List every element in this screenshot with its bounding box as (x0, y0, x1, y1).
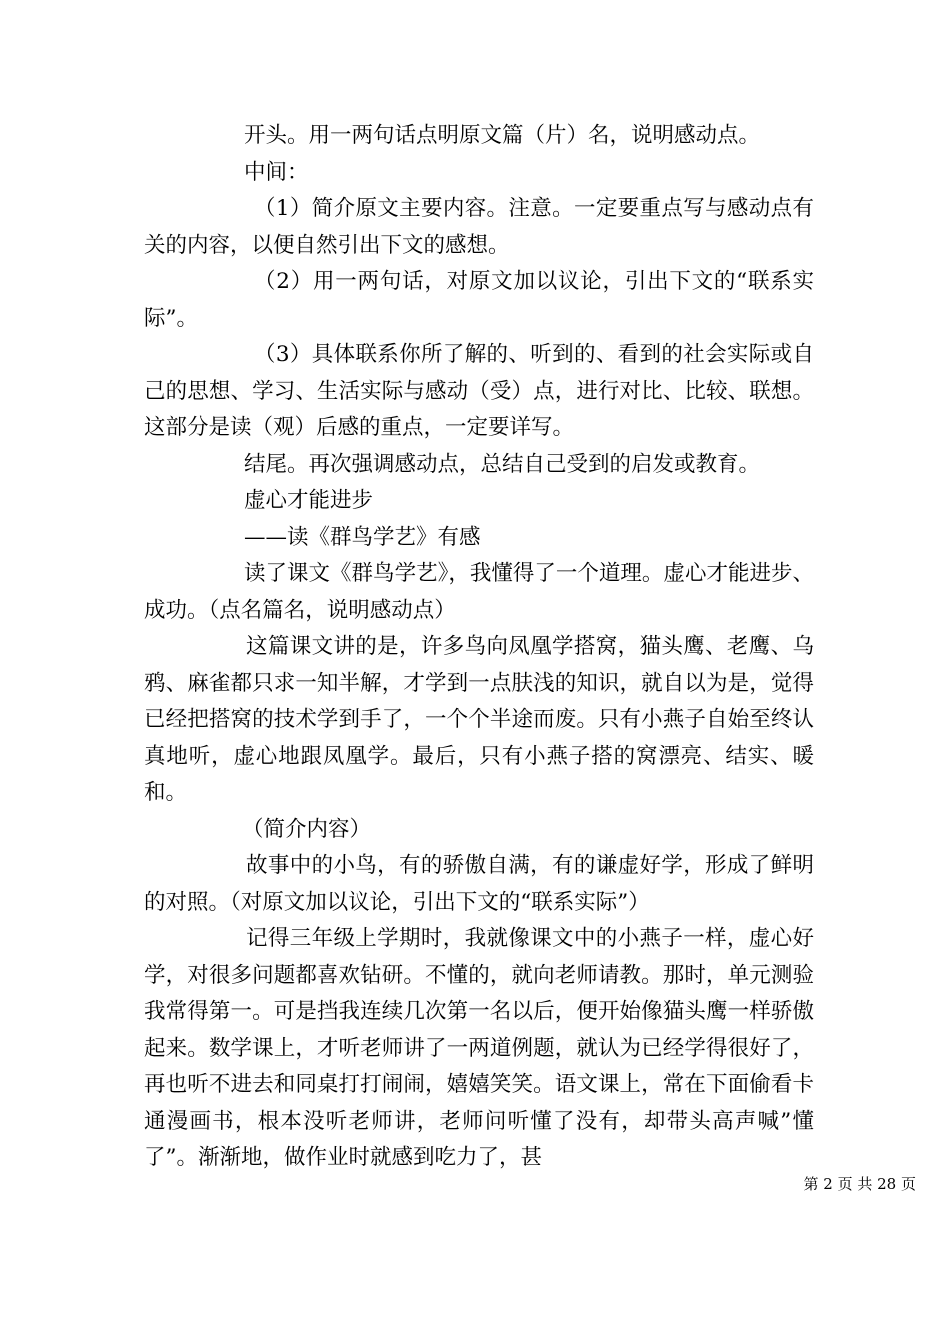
paragraph-point-1: （1）简介原文主要内容。注意。一定要重点写与感动点有关的内容，以便自然引出下文的感想。 (144, 196, 814, 258)
essay-paragraph-intro: 读了课文《群鸟学艺》，我懂得了一个道理。虚心才能进步、成功。（点名篇名，说明感动点） (144, 561, 814, 623)
essay-paragraph-comment: 故事中的小鸟，有的骄傲自满，有的谦虚好学，形成了鲜明的对照。（对原文加以议论，引出下文的“联系实际”） (144, 853, 814, 915)
essay-paragraph-summary: 这篇课文讲的是，许多鸟向凤凰学搭窝，猫头鹰、老鹰、乌鸦、麻雀都只求一知半解，才学到一点肤浅的知识，就自以为是，觉得已经把搭窝的技术学到手了，一个个半途而废。只有小燕子自始至终认真地听，虚心地跟凤凰学。最后，只有小燕子搭的窝漂亮、结实、暖和。 (144, 634, 814, 805)
page-footer: 第 2 页 共 28 页 (803, 1175, 916, 1193)
paragraph-ending: 结尾。再次强调感动点，总结自己受到的启发或教育。 (244, 451, 761, 477)
essay-note-summary: （简介内容） (242, 816, 372, 842)
essay-title: 虚心才能进步 (244, 488, 374, 513)
paragraph-opening: 开头。用一两句话点明原文篇（片）名，说明感动点。 (244, 123, 761, 148)
document-body (144, 118, 814, 1177)
paragraph-point-3: （3）具体联系你所了解的、听到的、看到的社会实际或自己的思想、学习、生活实际与感动（受）点，进行对比、比较、联想。这部分是读（观）后感的重点，一定要详写。 (144, 342, 814, 440)
essay-subtitle: ——读《群鸟学艺》有感 (244, 524, 481, 550)
essay-paragraph-experience: 记得三年级上学期时，我就像课文中的小燕子一样，虚心好学，对很多问题都喜欢钻研。不懂的，就向老师请教。那时，单元测验我常得第一。可是挡我连续几次第一名以后，便开始像猫头鹰一样骄傲起来。数学课上，才听老师讲了一两道例题，就认为已经学得很好了，再也听不进去和同桌打打闹闹，嬉嬉笑笑。语文课上，常在下面偷看卡通漫画书，根本没听老师讲，老师问听懂了没有，却带头高声喊”懂了”。渐渐地，做作业时就感到吃力了，甚 (144, 926, 814, 1170)
paragraph-middle-heading: 中间： (244, 159, 309, 185)
paragraph-point-2: （2）用一两句话，对原文加以议论，引出下文的“联系实际”。 (144, 269, 814, 331)
